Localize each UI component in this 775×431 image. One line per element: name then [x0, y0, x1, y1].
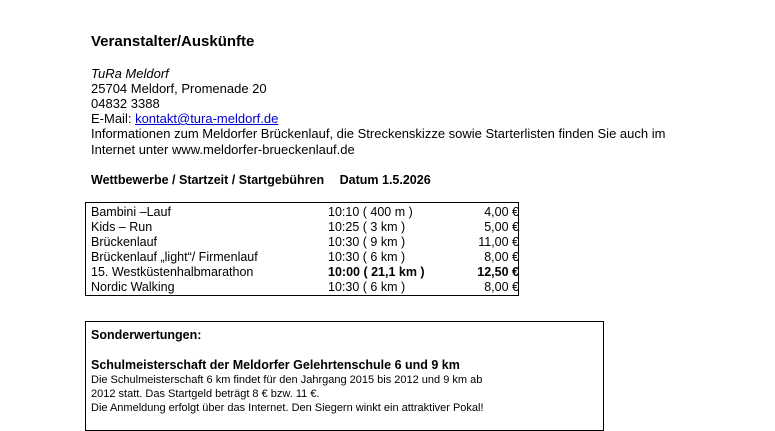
email-label: E-Mail: [91, 111, 132, 126]
competition-name: Brückenlauf [91, 235, 158, 249]
competition-fee: 11,00 € [478, 235, 519, 249]
special-line: 2012 statt. Das Startgeld beträgt 8 € bzw. 11 €. [91, 388, 320, 400]
special-subtitle: Schulmeisterschaft der Meldorfer Gelehrtenschule 6 und 9 km [91, 358, 460, 372]
section-heading: Veranstalter/Auskünfte [91, 33, 255, 50]
competition-fee: 8,00 € [484, 280, 519, 294]
competition-fee: 4,00 € [484, 205, 519, 219]
competition-fee: 5,00 € [484, 220, 519, 234]
competition-time: 10:30 ( 6 km ) [328, 250, 406, 264]
info-line-2: Internet unter www.meldorfer-brueckenlauf.de [91, 142, 355, 157]
competition-name: Nordic Walking [91, 280, 175, 294]
competition-fee: 12,50 € [477, 265, 519, 279]
competitions-title: Wettbewerbe / Startzeit / Startgebühren [91, 173, 325, 187]
special-line: Die Schulmeisterschaft 6 km findet für den Jahrgang 2015 bis 2012 und 9 km ab [91, 374, 483, 386]
competition-time: 10:10 ( 400 m ) [328, 205, 413, 219]
competition-name: Bambini –Lauf [91, 205, 171, 219]
organizer-name: TuRa Meldorf [91, 66, 169, 81]
competition-name: 15. Westküstenhalbmarathon [91, 265, 254, 279]
competitions-header [91, 173, 431, 187]
special-rankings-box [85, 321, 604, 431]
email-link[interactable]: kontakt@tura-meldorf.de [135, 111, 279, 126]
competition-name: Brückenlauf „light“/ Firmenlauf [91, 250, 258, 264]
organizer-phone: 04832 3388 [91, 96, 160, 111]
competition-time: 10:30 ( 6 km ) [328, 280, 406, 294]
special-line: Die Anmeldung erfolgt über das Internet. Den Siegern winkt ein attraktiver Pokal! [91, 402, 484, 414]
competition-name: Kids – Run [91, 220, 153, 234]
competition-time: 10:25 ( 3 km ) [328, 220, 406, 234]
competitions-date: Datum 1.5.2026 [339, 173, 431, 187]
organizer-address: 25704 Meldorf, Promenade 20 [91, 81, 267, 96]
competition-time: 10:00 ( 21,1 km ) [328, 265, 425, 279]
special-title: Sonderwertungen: [91, 328, 202, 342]
competitions-table [85, 202, 519, 296]
competition-fee: 8,00 € [484, 250, 519, 264]
info-line-1: Informationen zum Meldorfer Brückenlauf, die Streckenskizze sowie Starterlisten finden Sie auch im [91, 126, 666, 141]
competition-time: 10:30 ( 9 km ) [328, 235, 406, 249]
email-line [91, 111, 278, 126]
